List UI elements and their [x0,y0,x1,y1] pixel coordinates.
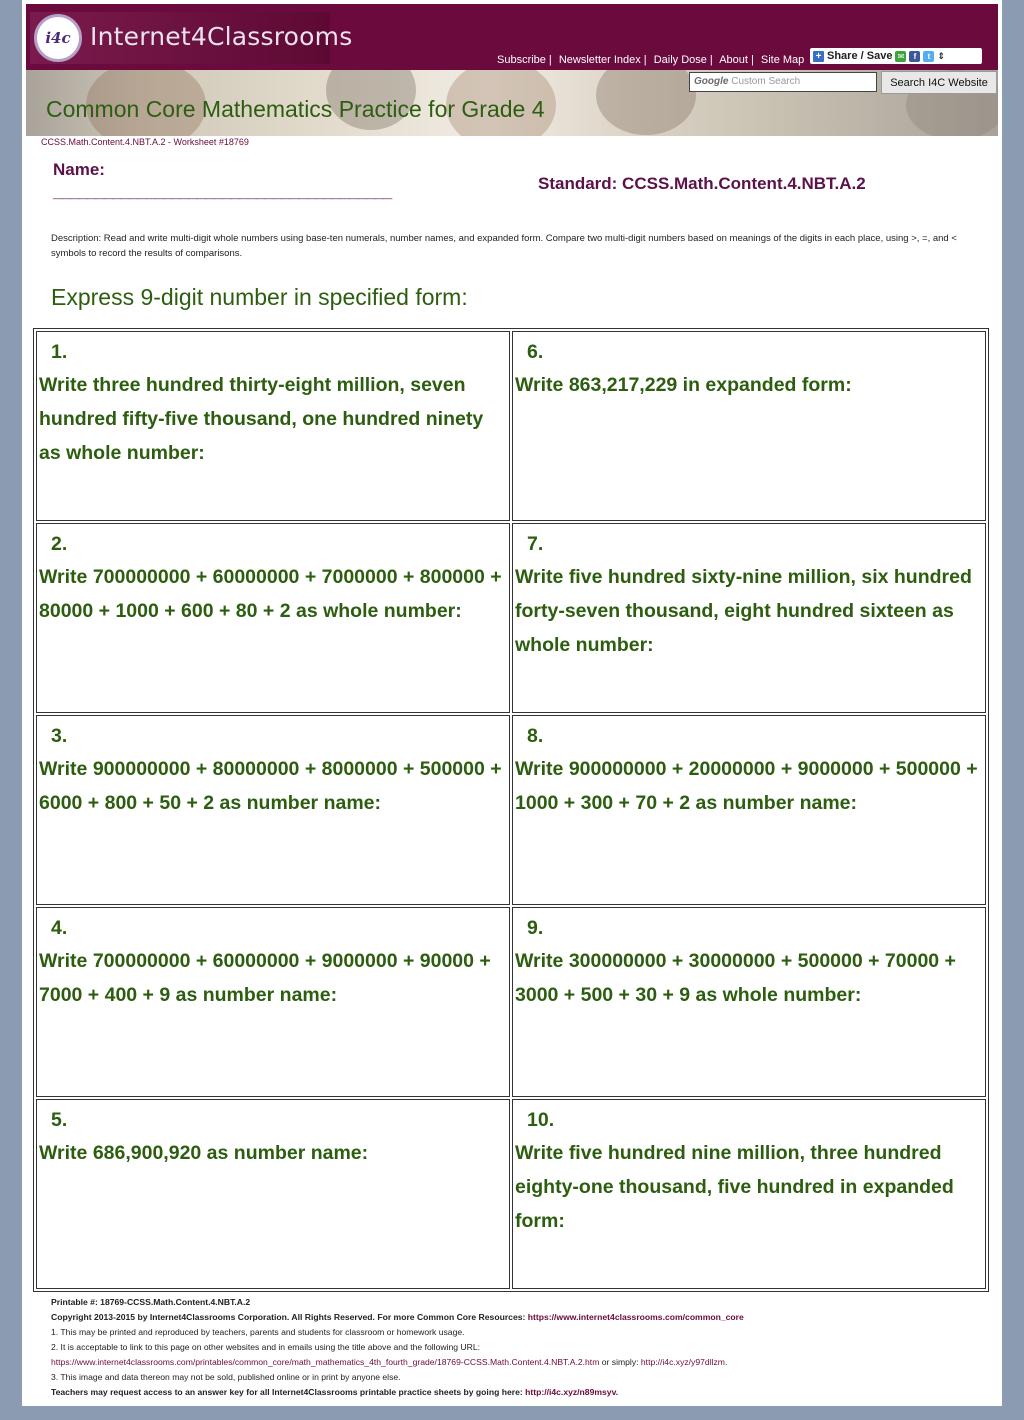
problem-cell [512,523,986,713]
logo-icon-text: i4c [45,29,71,47]
url-line: https://www.internet4classrooms.com/printables/common_core/math_mathematics_4th_fourth_grade/18769-CCSS.Math.Content.4.NBT.A.2.htm or simply: http://i4c.xyz/y97dllzm. [51,1357,728,1367]
problem-grid [33,328,989,1292]
problem-number: 7. [527,533,544,555]
problem-cell [512,1099,986,1289]
problem-number: 1. [51,341,68,363]
problem-text: Write five hundred nine million, three hundred eighty-one thousand, five hundred in expanded form: [515,1142,954,1232]
problem-text: Write 300000000 + 30000000 + 500000 + 70000 + 3000 + 500 + 30 + 9 as whole number: [515,950,956,1006]
problem-cell [36,331,510,521]
problem-number: 8. [527,725,544,747]
worksheet-url-link[interactable]: https://www.internet4classrooms.com/printables/common_core/math_mathematics_4th_fourth_grade/18769-CCSS.Math.Content.4.NBT.A.2.htm [51,1357,600,1367]
problem-number: 10. [527,1109,555,1131]
plus-icon: + [813,51,824,62]
page-title: Common Core Mathematics Practice for Grade 4 [46,96,545,122]
problem-number: 2. [51,533,68,555]
printable-number: Printable #: 18769-CCSS.Math.Content.4.NBT.A.2 [51,1297,251,1307]
search-placeholder: Custom Search [731,76,801,87]
search-button[interactable]: Search I4C Website [881,71,997,94]
problem-cell [512,331,986,521]
twitter-icon: t [923,51,934,62]
problem-number: 6. [527,341,544,363]
top-nav: Subscribe | Newsletter Index | Daily Dose | About | Site Map [497,54,805,66]
chevron-updown-icon: ⇕ [937,50,945,61]
banner [26,70,998,136]
problem-text: Write 700000000 + 60000000 + 9000000 + 90000 + 7000 + 400 + 9 as number name: [39,950,491,1006]
common-core-link[interactable]: https://www.internet4classrooms.com/common_core [527,1312,744,1322]
problem-cell [512,907,986,1097]
facebook-icon: f [909,51,920,62]
url-or-text: or simply: [599,1357,641,1367]
breadcrumb: CCSS.Math.Content.4.NBT.A.2 - Worksheet #18769 [41,137,249,147]
problem-text: Write 900000000 + 20000000 + 9000000 + 500000 + 1000 + 300 + 70 + 2 as number name: [515,758,978,814]
problem-number: 3. [51,725,68,747]
google-logo: Google [694,76,729,87]
problem-number: 5. [51,1109,68,1131]
problem-cell [36,523,510,713]
usage-note-1: 1. This may be printed and reproduced by teachers, parents and students for classroom or homework usage. [51,1327,465,1337]
answer-key-line: Teachers may request access to an answer key for all Internet4Classrooms printable practice sheets by going here: http://i4c.xyz/n89msyv. [51,1387,619,1397]
problem-cell [36,715,510,905]
nav-about[interactable]: About [719,54,748,66]
banner-photo-shape [596,70,696,135]
site-header [26,4,998,70]
email-share-icon: ✉ [895,51,906,62]
search-input[interactable] [689,72,877,92]
problem-cell [512,715,986,905]
footer [51,1295,991,1400]
problem-number: 4. [51,917,68,939]
usage-note-2: 2. It is acceptable to link to this page on other websites and in emails using the title above and the following URL: [51,1342,480,1352]
answer-key-link[interactable]: http://i4c.xyz/n89msyv [525,1387,616,1397]
problem-text: Write 900000000 + 80000000 + 8000000 + 500000 + 6000 + 800 + 50 + 2 as number name: [39,758,502,814]
standard-label: Standard: CCSS.Math.Content.4.NBT.A.2 [538,174,866,193]
copyright-text: Copyright 2013-2015 by Internet4Classrooms Corporation. All Rights Reserved. For more Common Core Resources: [51,1312,528,1322]
problem-text: Write 700000000 + 60000000 + 7000000 + 800000 + 80000 + 1000 + 600 + 80 + 2 as whole number: [39,566,502,622]
nav-daily-dose[interactable]: Daily Dose [653,54,707,66]
answer-key-text: Teachers may request access to an answer key for all Internet4Classrooms printable practice sheets by going here: [51,1387,526,1397]
nav-newsletter-index[interactable]: Newsletter Index [558,54,641,66]
problem-text: Write 863,217,229 in expanded form: [515,374,852,396]
share-save-label: Share / Save [827,50,893,62]
i4c-logo-icon [34,14,82,62]
site-logo[interactable] [30,12,353,64]
problem-cell [36,1099,510,1289]
problem-cell [36,907,510,1097]
problem-text: Write 686,900,920 as number name: [39,1142,369,1164]
problem-text: Write five hundred sixty-nine million, six hundred forty-seven thousand, eight hundred sixteen as whole number: [515,566,972,656]
section-heading: Express 9-digit number in specified form: [51,284,468,310]
name-line: ________________________________________ [53,182,392,201]
logo-text: Internet4Classrooms [90,22,353,51]
problem-text: Write three hundred thirty-eight million, seven hundred fifty-five thousand, one hundred ninety as whole number: [39,374,484,464]
share-save-button[interactable] [810,48,982,64]
nav-subscribe[interactable]: Subscribe [497,54,546,66]
short-url-link[interactable]: http://i4c.xyz/y97dllzm [640,1357,725,1367]
usage-note-3: 3. This image and data thereon may not be sold, published online or in print by anyone else. [51,1372,401,1382]
problem-number: 9. [527,917,544,939]
copyright-line [51,1310,991,1325]
nav-site-map[interactable]: Site Map [760,54,805,66]
page [22,0,1002,1406]
description: Description: Read and write multi-digit whole numbers using base-ten numerals, number names, and expanded form. Compare two multi-digit numbers based on meanings of the digits in each place, using >, =, and < symbols to record the results of comparisons. [51,233,957,259]
name-label: Name: [53,160,105,179]
